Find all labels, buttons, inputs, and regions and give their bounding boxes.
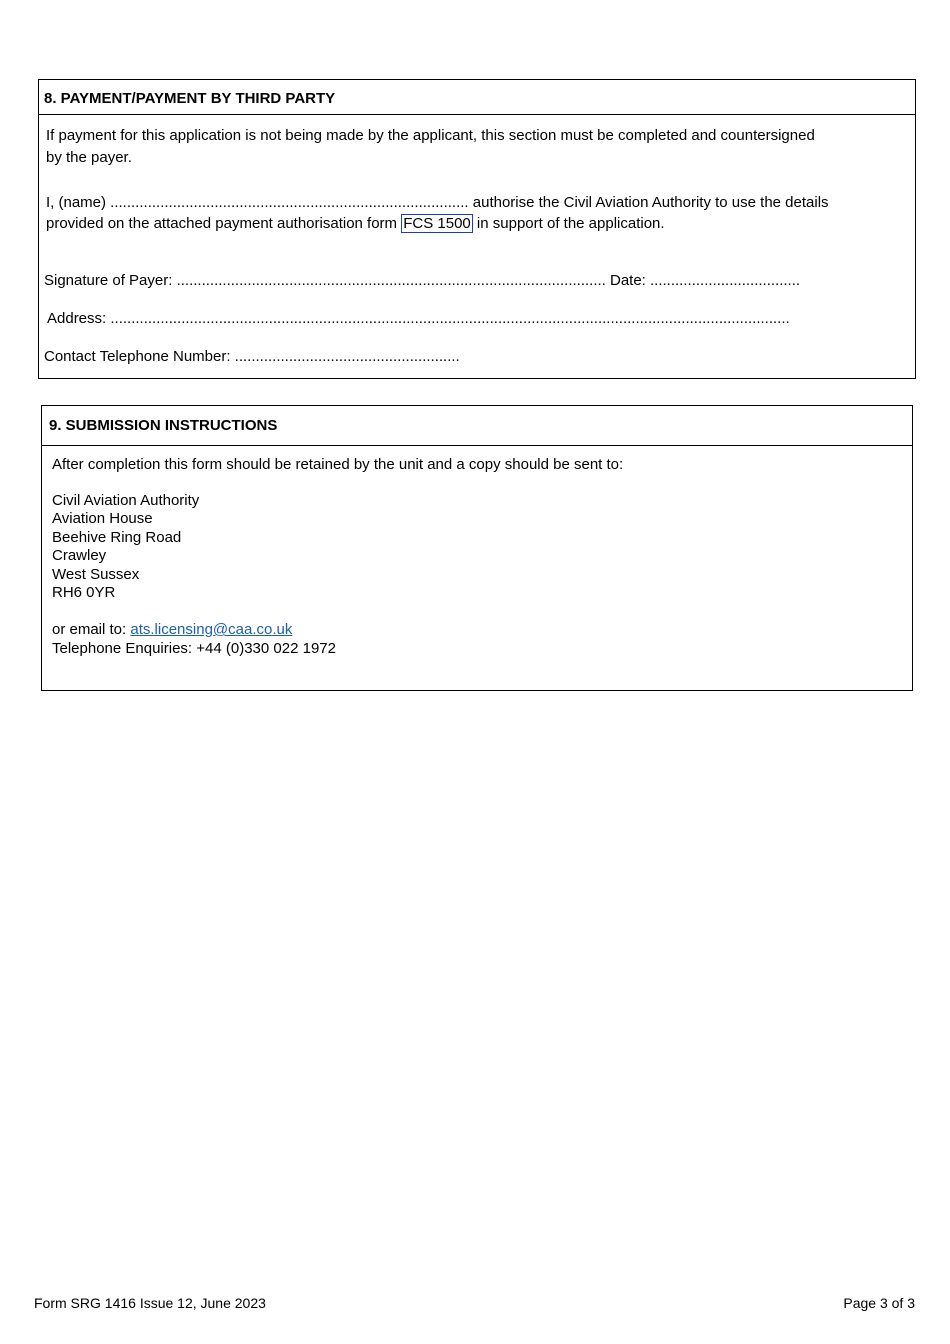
telephone-enquiries: Telephone Enquiries: +44 (0)330 022 1972	[52, 640, 336, 657]
authorisation-text-3: in support of the application.	[472, 215, 665, 232]
email-line	[52, 621, 292, 638]
fcs-1500-link[interactable]: FCS 1500	[403, 215, 471, 232]
address-line: RH6 0YR	[52, 584, 116, 602]
email-prefix: or email to:	[52, 621, 131, 638]
section-9-header-divider	[41, 445, 913, 446]
page-number: Page 3 of 3	[843, 1295, 915, 1311]
authorisation-line-1	[46, 194, 829, 211]
submission-instruction: After completion this form should be retained by the unit and a copy should be sent to:	[52, 456, 624, 473]
caa-postal-address	[52, 492, 199, 602]
section-8-intro-line2: by the payer.	[46, 149, 132, 166]
authorisation-line-2	[46, 215, 665, 232]
section-8-title: 8. PAYMENT/PAYMENT BY THIRD PARTY	[44, 90, 336, 107]
payer-signature-date-field[interactable]: Signature of Payer: ....................................................................................................... Date: ....................................	[44, 272, 801, 289]
address-line: West Sussex	[52, 565, 140, 583]
payer-address-field[interactable]: Address: ...................................................................................................................................................................	[47, 310, 790, 327]
address-line: Aviation House	[52, 510, 153, 528]
address-line: Beehive Ring Road	[52, 528, 182, 546]
email-link[interactable]: ats.licensing@caa.co.uk	[130, 621, 293, 638]
address-line: Crawley	[52, 547, 107, 565]
form-identifier: Form SRG 1416 Issue 12, June 2023	[34, 1295, 266, 1311]
section-9-title: 9. SUBMISSION INSTRUCTIONS	[49, 417, 278, 434]
payer-name-field[interactable]: I, (name) ......................................................................................	[46, 194, 469, 211]
authorisation-text: authorise the Civil Aviation Authority to use the details	[468, 194, 829, 211]
section-8-intro-line1: If payment for this application is not being made by the applicant, this section must be completed and countersigned	[46, 127, 815, 144]
authorisation-text-2: provided on the attached payment authorisation form	[46, 215, 402, 232]
payer-telephone-field[interactable]: Contact Telephone Number: ......................................................	[44, 348, 460, 365]
section-8-header-divider	[38, 114, 916, 115]
address-line: Civil Aviation Authority	[52, 492, 200, 509]
